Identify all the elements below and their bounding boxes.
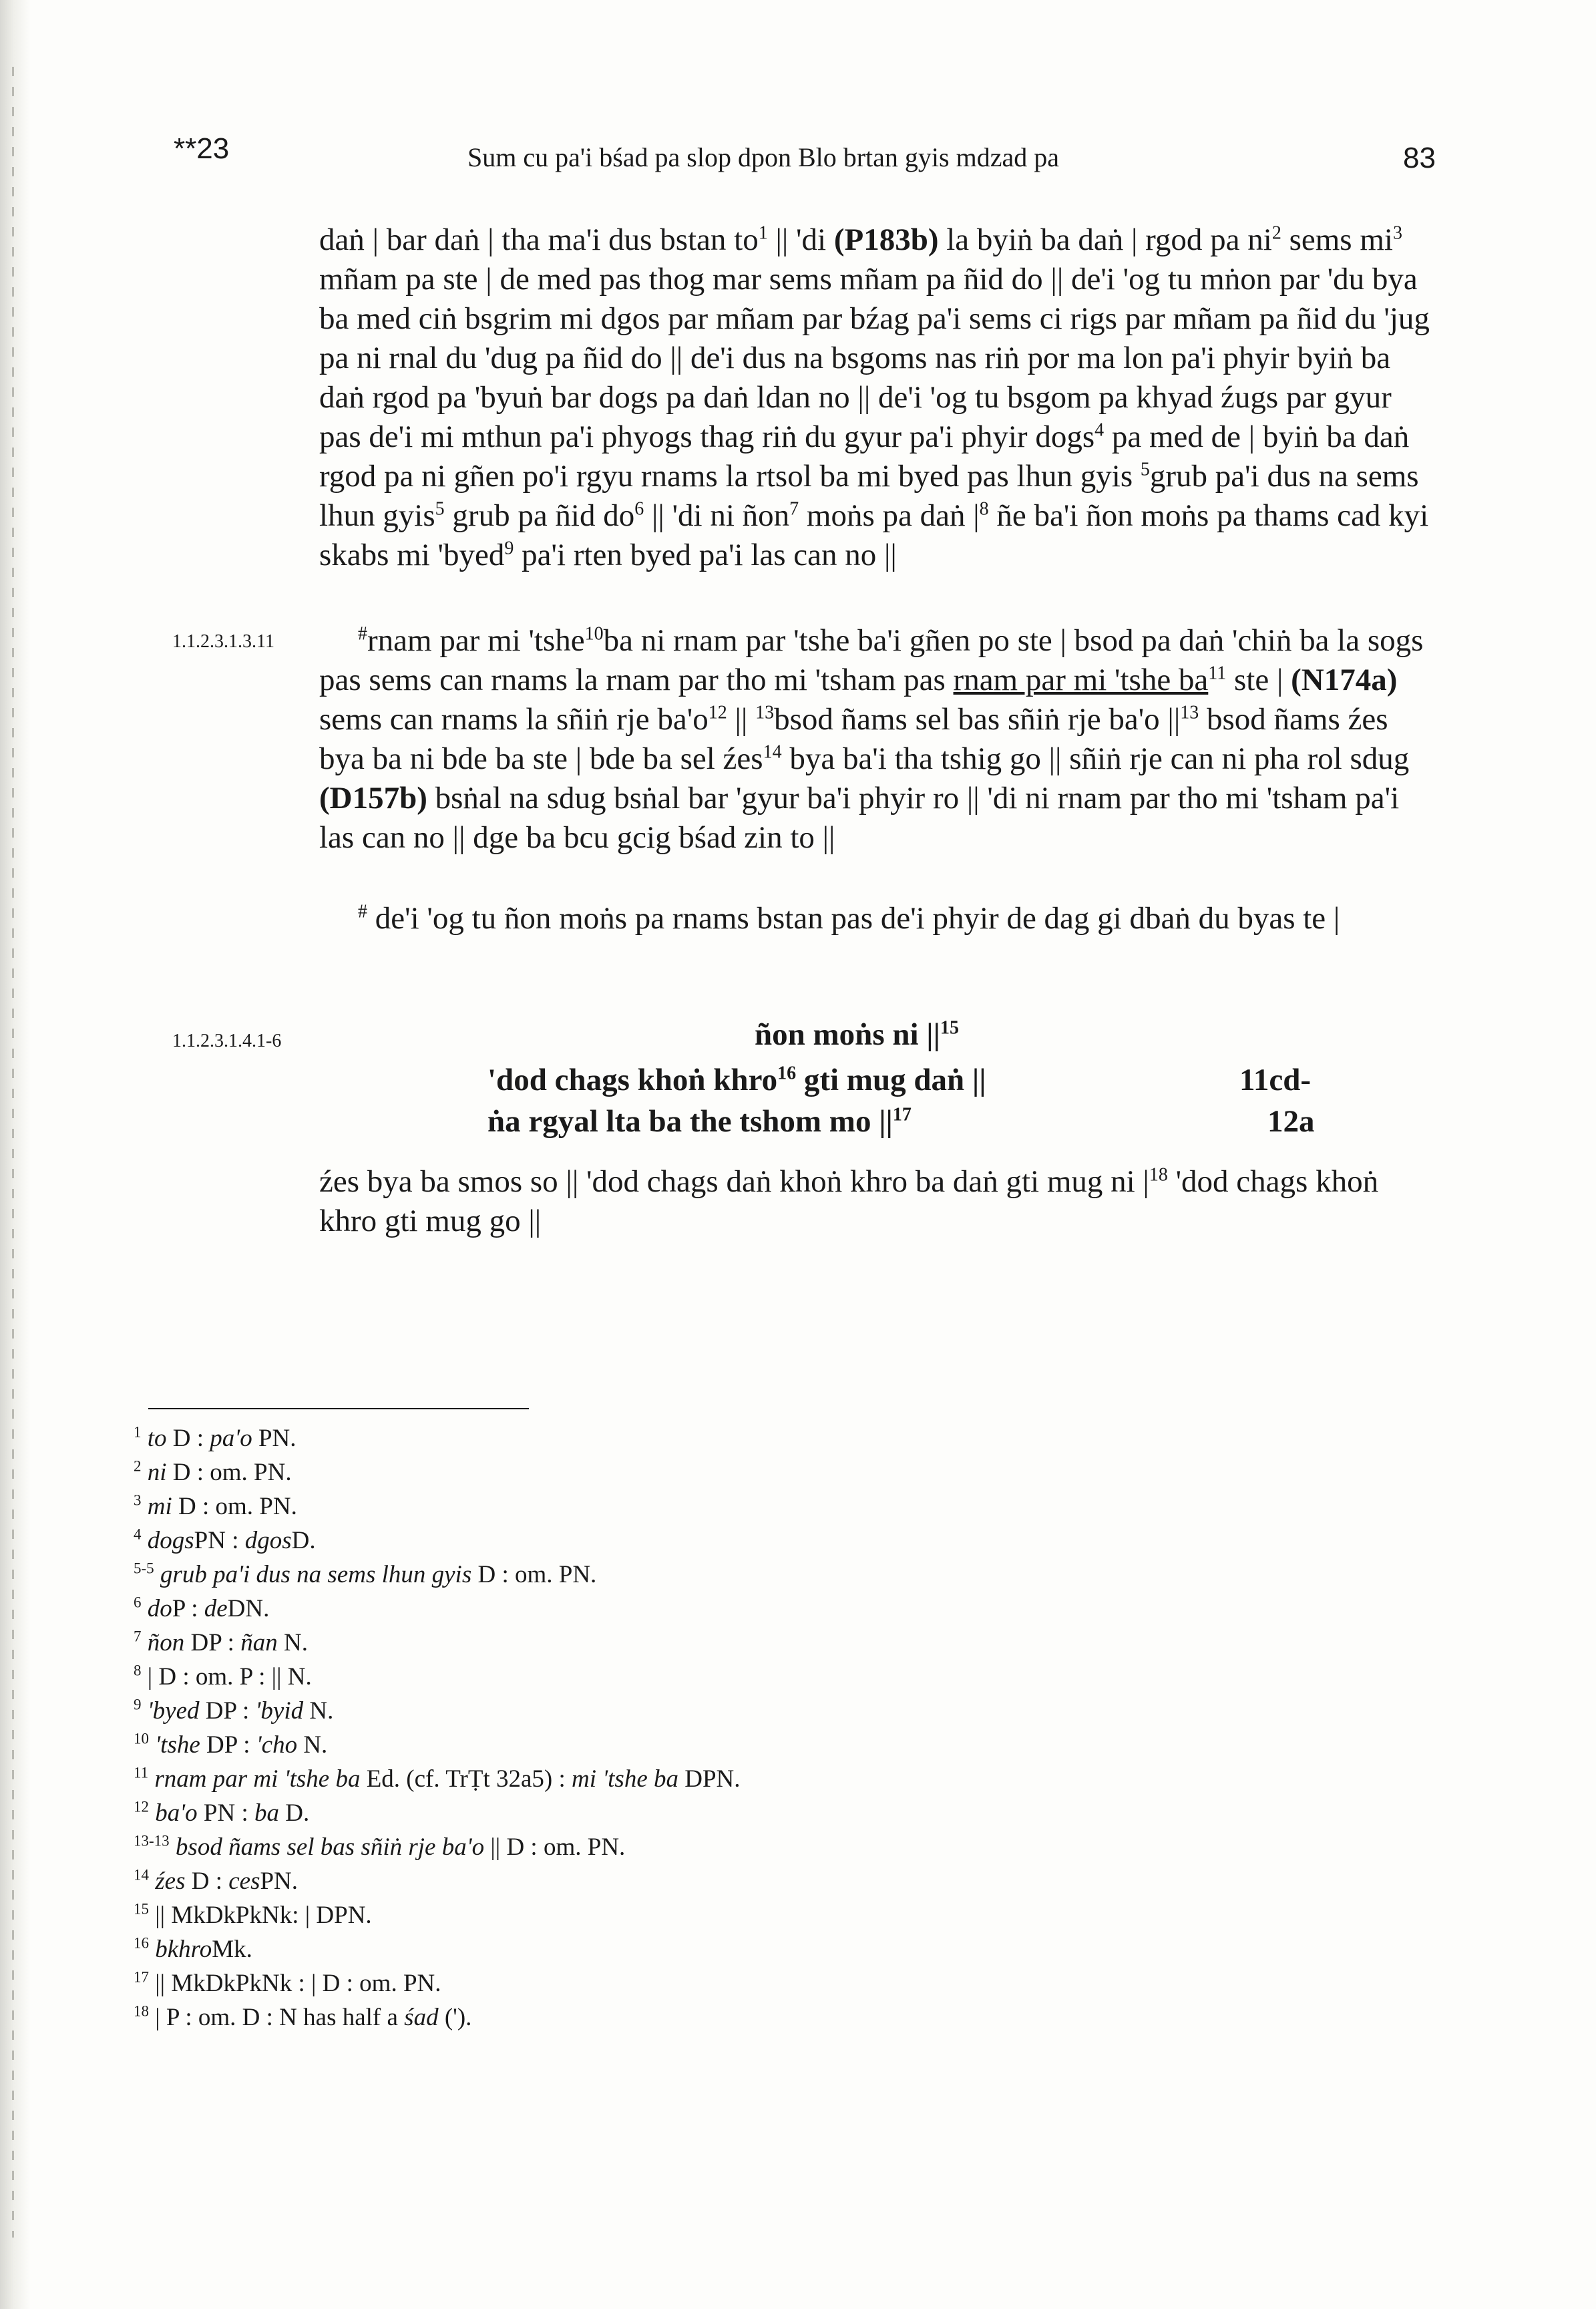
running-header: [160, 132, 1436, 179]
footnote-ref: 7: [789, 498, 799, 520]
verse-line: ṅa rgyal lta ba the tshom mo $||^{17}$: [487, 1104, 912, 1139]
footnote-ref: 4: [1094, 419, 1105, 441]
footnote-ref: 17: [892, 1104, 912, 1125]
footnotes: [134, 1421, 1135, 2034]
paragraph: # de'i 'og tu ñon moṅs pa rnams bstan pas de'i phyir de dag gi dbaṅ du byas te |: [358, 901, 1340, 936]
footnote: $^{5-5}$ grub pa'i dus na sems lhun gyis D : om. PN.: [134, 1560, 597, 1588]
hash-mark: #: [358, 901, 367, 922]
footnote: $^8$ | D : om. P : || N.: [134, 1662, 312, 1691]
footnote-ref: 2: [1271, 222, 1281, 244]
footnote-ref: 13: [1180, 702, 1199, 723]
footnote-ref: 9: [504, 538, 514, 559]
paragraph: źes bya ba smos so || 'dod chags daṅ khoṅ khro ba daṅ gti mug ni $|^{18}$ 'dod chags khoṅ khro gti mug go ||: [319, 1164, 1379, 1238]
footnote: $^{14}$ źes D : cesPN.: [134, 1866, 298, 1895]
footnote: $^{11}$ rnam par mi 'tshe ba Ed. (cf. TrṬt 32a5) : mi 'tshe ba DPN.: [134, 1764, 741, 1793]
verse-reference: 11cd-: [1239, 1063, 1312, 1097]
section-number: 1.1.2.3.1.3.11: [172, 631, 274, 652]
footnote-ref: 18: [1149, 1164, 1168, 1186]
footnote: $^4$ dogsPN : dgosD.: [134, 1526, 316, 1554]
footnote-ref: 16: [777, 1063, 797, 1084]
footnote-ref: 1: [758, 222, 768, 244]
folio-ref: (D157b): [319, 781, 427, 816]
footnote-ref: 15: [940, 1017, 960, 1039]
footnote-ref: 6: [634, 498, 644, 520]
section-number: 1.1.2.3.1.4.1-6: [172, 1031, 282, 1051]
footnote: $^{10}$ 'tshe DP : 'cho N.: [134, 1730, 328, 1759]
footnote: $^7$ ñon DP : ñan N.: [134, 1628, 308, 1656]
footnote: $^9$ 'byed DP : 'byid N.: [134, 1696, 334, 1725]
hash-mark: #: [358, 623, 367, 645]
folio-ref: (N174a): [1291, 663, 1398, 697]
verse-heading: ñon moṅs ni $||^{15}$: [755, 1017, 960, 1052]
footnote: $^1$ to D : pa'o PN.: [134, 1423, 296, 1452]
footnote: $^{17}$ || MkDkPkNk : | D : om. PN.: [134, 1968, 441, 1997]
footnote: $^2$ ni D : om. PN.: [134, 1457, 292, 1486]
footnote: $^6$ doP : deDN.: [134, 1594, 270, 1622]
verse-reference: 12a: [1267, 1104, 1315, 1139]
chapter-marker: **23: [174, 132, 230, 165]
footnote: $^3$ mi D : om. PN.: [134, 1491, 297, 1520]
paragraph: daṅ | bar daṅ | tha ma'i dus bstan $to^1$ || 'di (P183b) la byiṅ ba daṅ | rgod pa $ni^2$ sems $mi^3$ mñam pa ste | de med pas thog mar sems mñam pa ñid do || de'i 'og tu mṅon par 'du bya ba med ciṅ bsgrim mi dgos par mñam par bźag pa'i sems ci rigs par mñam pa ñid du 'jug pa ni rnal du 'dug pa ñid do || de'i dus na bsgoms nas riṅ por ma lon pa'i phyir byiṅ ba daṅ rgod pa 'byuṅ bar dogs pa daṅ ldan no || de'i 'og tu bsgom pa khyad źugs par gyur pas de'i mi mthun pa'i phyogs thag riṅ du gyur pa'i phyir dogs$^4$ pa med de | byiṅ ba daṅ rgod pa ni gñen po'i rgyu rnams la rtsol ba mi byed pas lhun gyis $^5$grub pa'i dus na sems lhun gyis$^5$ grub pa ñid $do^6$ || 'di ni ñon$^7$ moṅs pa daṅ $|^8$ ñe ba'i ñon moṅs pa thams cad kyi skabs mi 'byed$^9$ pa'i rten byed pa'i las can no ||: [319, 222, 1430, 572]
footnote: $^{18}$ | P : om. D : N has half a śad (').: [134, 2002, 472, 2031]
footnote: $^{13-13}$ bsod ñams sel bas sñiṅ rje ba'o || D : om. PN.: [134, 1832, 626, 1861]
paragraph: #rnam par mi 'tshe$^{10}$ba ni rnam par 'tshe ba'i gñen po ste | bsod pa daṅ 'chiṅ ba la sogs pas sems can rnams la rnam par tho mi 'tsham pas rnam par mi 'tshe $ba^{11}$ ste | (N174a) sems can rnams la sñiṅ rje $ba'o^{12}$ || $^{13}$bsod ñams sel bas sñiṅ rje ba'o $||^{13}$ bsod ñams źes bya ba ni bde ba ste | bde ba sel źes$^{14}$ bya ba'i tha tshig go || sñiṅ rje can ni pha rol sdug (D157b) bsṅal na sdug bsṅal bar 'gyur ba'i phyir ro || 'di ni rnam par tho mi 'tsham pa'i las can no || dge ba bcu gcig bśad zin to ||: [319, 623, 1424, 855]
footnote-rule: [148, 1408, 529, 1409]
footnote-ref: 13: [755, 702, 775, 723]
footnote-ref: 8: [979, 498, 989, 520]
footnote: $^{15}$ || MkDkPkNk: | DPN.: [134, 1900, 372, 1929]
footnote-ref: 5: [1140, 459, 1150, 480]
verse-line: 'dod chags khoṅ khro$^{16}$ gti mug daṅ ||: [487, 1063, 986, 1097]
footnote-ref: 14: [763, 741, 782, 763]
footnote-ref: 11: [1208, 663, 1227, 684]
underlined-term: rnam par mi 'tshe ba: [953, 663, 1209, 697]
footnote-ref: 12: [708, 702, 727, 723]
footnote-ref: 3: [1392, 222, 1402, 244]
footnote: $^{16}$ bkhroMk.: [134, 1934, 252, 1963]
binding-edge: [0, 0, 31, 2309]
folio-ref: (P183b): [833, 222, 939, 257]
footnote-ref: 10: [584, 623, 604, 645]
footnote: $^{12}$ ba'o PN : ba D.: [134, 1798, 310, 1827]
running-title: Sum cu pa'i bśad pa slop dpon Blo brtan gyis mdzad pa: [467, 142, 1059, 172]
footnote-ref: 5: [435, 498, 445, 520]
page-number: 83: [1403, 142, 1436, 174]
